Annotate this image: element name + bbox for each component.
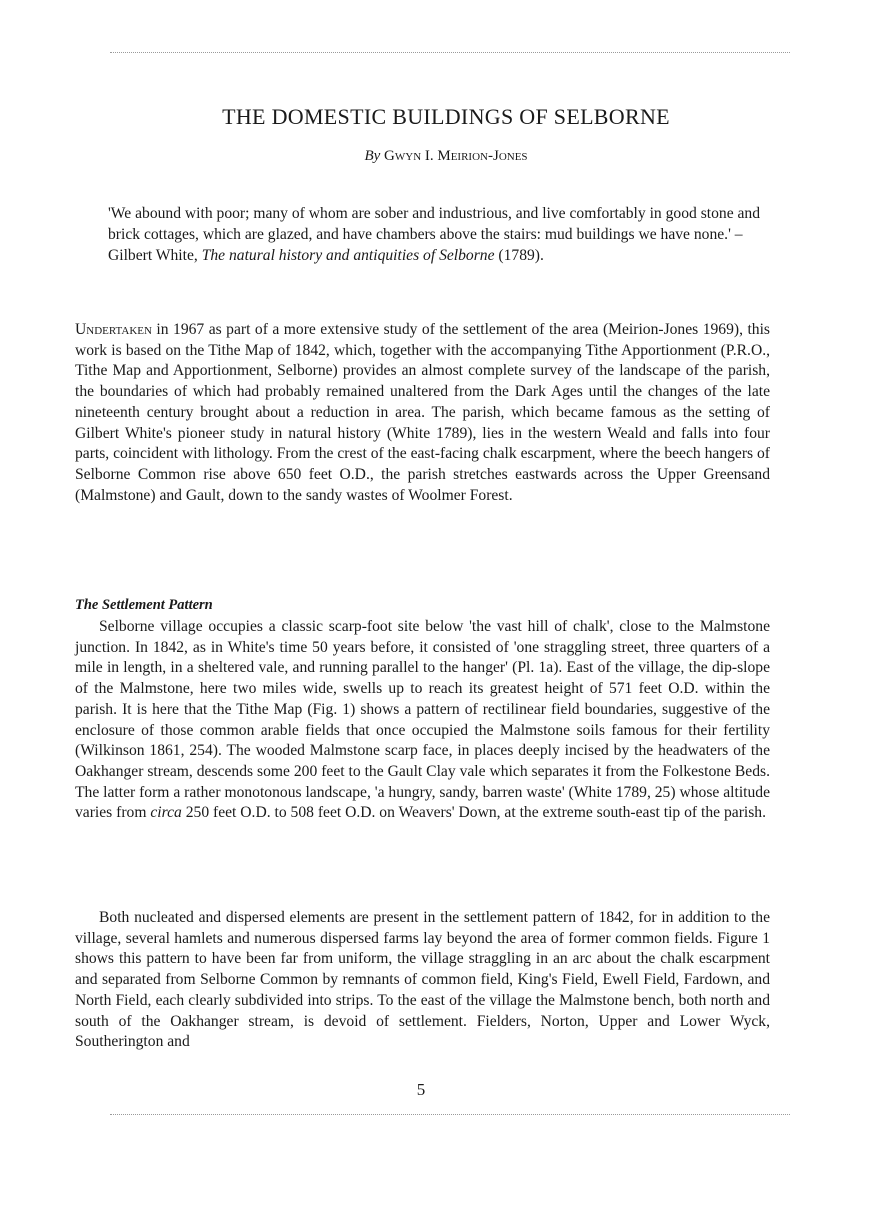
epigraph-source-year: (1789).	[498, 247, 544, 264]
epigraph-source-title: The natural history and antiquities of Selborne	[201, 247, 495, 264]
byline-prefix: By	[364, 148, 381, 164]
section-paragraph-1-text-a: Selborne village occupies a classic scarp-foot site below 'the vast hill of chalk', close to the Malmstone junction. In 1842, as in White's time 50 years before, it consisted of 'one straggling street, three quarters of a mile in length, in a sheltered vale, and running parallel to the hanger' (Pl. 1a). East of the village, the dip-slope of the Malmstone, here two miles wide, swells up to reach its greatest height of 571 feet O.D. within the parish. It is here that the Tithe Map (Fig. 1) shows a pattern of rectilinear field boundaries, suggestive of the enclosure of those common arable fields that once occupied the Malmstone soils famous for their fertility (Wilkinson 1861, 254). The wooded Malmstone scarp face, in places deeply incised by the headwaters of the Oakhanger stream, descends some 200 feet to the Gault Clay vale which separates it from the Folkestone Beds. The latter form a rather monotonous landscape, 'a hungry, sandy, barren waste' (White 1789, 25) whose altitude varies from	[75, 618, 770, 822]
article-title: THE DOMESTIC BUILDINGS OF SELBORNE	[222, 104, 670, 129]
scan-artifact-top	[110, 52, 790, 53]
author-name: Gwyn I. Meirion-Jones	[384, 148, 528, 164]
scan-artifact-bottom	[110, 1114, 790, 1115]
byline	[0, 148, 892, 165]
section-paragraph-1	[75, 617, 770, 824]
intro-text: in 1967 as part of a more extensive study of the settlement of the area (Meirion-Jones 1969), this work is based on the Tithe Map of 1842, which, together with the accompanying Tithe Apportionment (P.R.O., Tithe Map and Apportionment, Selborne) provides an almost complete survey of the landscape of the parish, the boundaries of which had probably remained unaltered from the Dark Ages until the changes of the late nineteenth century brought about a reduction in area. The parish, which became famous as the setting of Gilbert White's pioneer study in natural history (White 1789), lies in the western Weald and falls into four parts, coincident with lithology. From the crest of the east-facing chalk escarpment, where the beech hangers of Selborne Common rise above 650 feet O.D., the parish stretches eastwards across the Upper Greensand (Malmstone) and Gault, down to the sandy wastes of Woolmer Forest.	[75, 321, 770, 504]
intro-lead-word: Undertaken	[75, 321, 152, 338]
section-paragraph-2: Both nucleated and dispersed elements are present in the settlement pattern of 1842, for in addition to the village, several hamlets and numerous dispersed farms lay beyond the area of former common fields. Figure 1 shows this pattern to have been far from uniform, the village straggling in an arc about the chalk escarpment and separated from Selborne Common by remnants of common field, King's Field, Ewell Field, Fardown, and North Field, each clearly subdivided into strips. To the east of the village the Malmstone bench, both north and south of the Oakhanger stream, is devoid of settlement. Fielders, Norton, Upper and Lower Wyck, Southerington and	[75, 909, 770, 1051]
intro-paragraph	[75, 320, 770, 506]
page-number: 5	[416, 1080, 426, 1099]
epigraph	[108, 203, 770, 266]
section-paragraph-1-text-b: 250 feet O.D. to 508 feet O.D. on Weavers' Down, at the extreme south-east tip of the parish.	[185, 804, 766, 822]
section-paragraph-1-emphasis: circa	[150, 804, 182, 822]
section-heading: The Settlement Pattern	[75, 597, 213, 613]
epigraph-quote: 'We abound with poor; many of whom are sober and industrious, and live comfortably in good stone and brick cottages, which are glazed, and have chambers above the stairs: mud buildings we have none.' – Gilbert White,	[108, 205, 761, 264]
